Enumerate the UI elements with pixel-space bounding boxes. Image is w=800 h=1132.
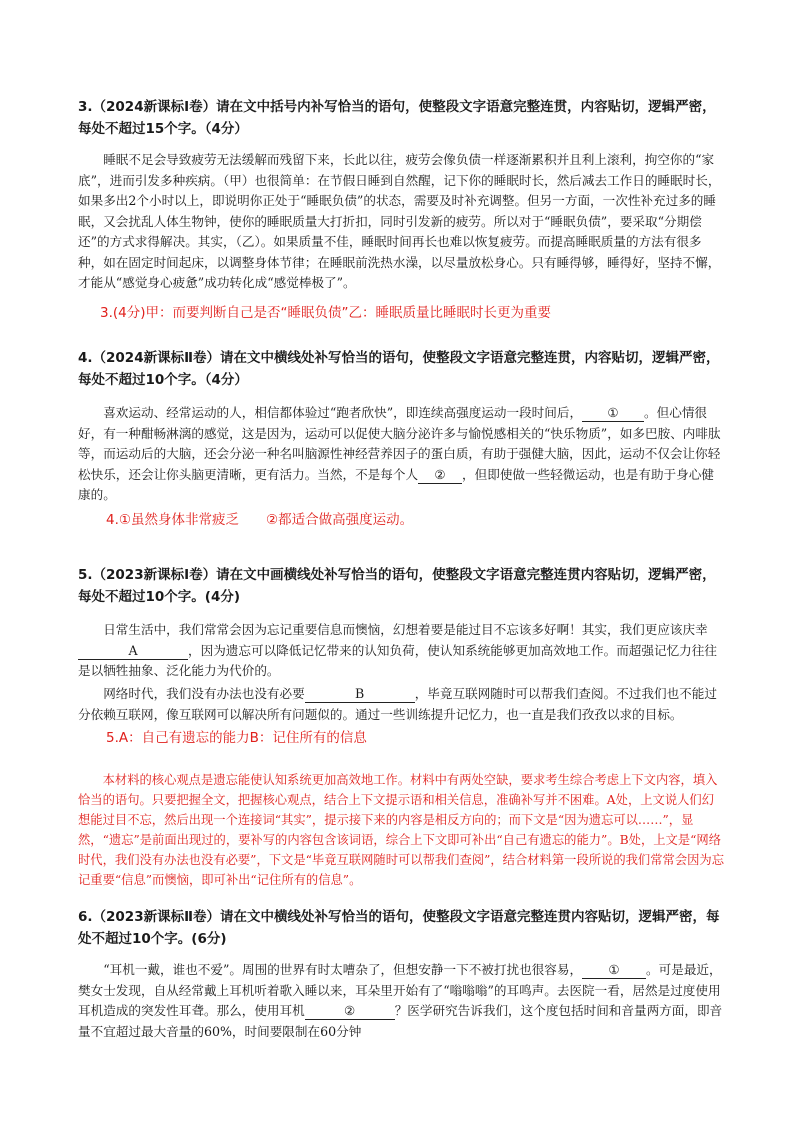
q6-passage-part-a: “耳机一戴，谁也不爱”。周围的世界有时太嘈杂了，但想安静一下不被打扰也很容易， [103,962,583,977]
q5-blank-b: B [305,686,415,703]
question-5-answer [106,728,752,748]
question-5-prompt: 5.（2023新课标Ⅰ卷）请在文中画横线处补写恰当的语句，使整段文字语意完整连贯内容贴切，逻辑严密，每处不超过10个字。(4分) [78,567,716,605]
question-4-passage [78,403,724,506]
q6-passage-part-b: 。可是最近，樊女士发现，自从经常戴上耳机听着歌入睡以来，耳朵里开始有了“嗡嗡嗡”的耳鸣声。去医院一看，居然是过度使用耳机造成的突发性耳聋。那么，使用耳机 [78,962,722,1018]
q5-para1-part-a: 日常生活中，我们常常会因为忘记重要信息而懊恼，幻想着要是能过目不忘该多好啊！其实，我们更应该庆幸 [103,622,708,637]
question-3-prompt: 3.（2024新课标Ⅰ卷）请在文中括号内补写恰当的语句，使整段文字语意完整连贯，内容贴切，逻辑严密，每处不超过15个字。（4分） [78,99,716,137]
question-3-passage-text: 睡眠不足会导致疲劳无法缓解而残留下来，长此以往，疲劳会像负债一样逐渐累积并且利上滚利，拘空你的“家底”，进而引发多种疾病。（甲）也很简单：在节假日睡到自然醒，记下你的睡眠时长，然后减去工作日的睡眠时长，如果多出2个小时以上，即说明你正处于“睡眠负债”的状态，需要及时补充调整。但另一方面，一次性补充过多的睡眠，又会扰乱人体生物钟，使你的睡眠质量大打折扣，同时引发新的疲劳。所以对于“睡眠负债”，要采取“分期偿还”的方式求得解决。其实，（乙）。如果质量不佳，睡眠时间再长也难以恢复疲劳。而提高睡眠质量的方法有很多种，如在固定时间起床，以调整身体节律；在睡眠前洗热水澡，以尽量放松身心。只有睡得够，睡得好，坚持不懈，才能从“感觉身心疲惫”成功转化成“感觉棒极了”。 [78,152,721,290]
question-4-prompt: 4.（2024新课标Ⅱ卷）请在文中横线处补写恰当的语句，使整段文字语意完整连贯，内容贴切，逻辑严密，每处不超过10个字。（4分） [78,350,720,388]
question-3 [78,96,724,140]
q4-blank-1: ① [582,405,644,422]
question-5-paragraph-1 [78,620,724,682]
q4-passage-part-b: 。但心情很好，有一种酣畅淋漓的感觉，这是因为，运动可以促使大脑分泌许多与愉悦感相关的“快乐物质”，如多巴胺、内啡肽等，而运动后的大脑，还会分泌一种名叫脑源性神经营养因子的蛋白质，有助于强健大脑，因此，运动不仅会让你轻松快乐，还会让你头脑更清晰，更有活力。当然，不是每个人 [78,405,721,482]
question-6-passage [78,960,724,1042]
question-4 [78,347,724,391]
q6-blank-1: ① [582,962,646,979]
q6-blank-2: ② [305,1003,395,1020]
question-5 [78,564,724,608]
question-3-answer-text: 3.(4分)甲：而要判断自己是否“睡眠负债”乙：睡眠质量比睡眠时长更为重要 [100,305,551,321]
question-4-answer [106,510,752,530]
q4-passage-part-a: 喜欢运动、经常运动的人，相信都体验过“跑者欣快”，即连续高强度运动一段时间后， [103,405,583,420]
question-6-passage-text [78,960,724,1042]
question-5-paragraph-2-text [78,684,724,725]
q5-para2-part-a: 网络时代，我们没有办法也没有必要 [103,686,305,701]
q5-para1-part-b: ，因为遗忘可以降低记忆带来的认知负荷，使认知系统能够更加高效地工作。而超强记忆力往往是以牺牲抽象、泛化能力为代价的。 [78,642,717,678]
question-6 [78,906,724,950]
q4-passage-part-c: ，但即使做一些轻微运动，也是有助于身心健康的。 [78,466,714,502]
question-5-paragraph-2 [78,684,724,725]
question-5-analysis [78,770,724,890]
question-5-paragraph-1-text [78,620,724,682]
q5-para2-part-b: ，毕竟互联网随时可以帮我们查阅。不过我们也不能过分依赖互联网，像互联网可以解决所有问题似的。通过一些训练提升记忆力，也一直是我们孜孜以求的目标。 [78,686,717,722]
question-5-analysis-text: 本材料的核心观点是遗忘能使认知系统更加高效地工作。材料中有两处空缺，要求考生综合考虑上下文内容，填入恰当的语句。只要把握全文，把握核心观点，结合上下文提示语和相关信息，准确补写并不困难。A处，上文说人们幻想能过目不忘，然后出现一个连接词“其实”，提示接下来的内容是相反方向的；而下文是“因为遗忘可以……”，显然，“遗忘”是前面出现过的，要补写的内容包含该词语，综合上下文即可补出“自己有遗忘的能力”。B处，上文是“网络时代，我们没有办法也没有必要”，下文是“毕竟互联网随时可以帮我们查阅”，结合材料第一段所说的我们常常会因为忘记重要“信息”而懊恼，即可补出“记住所有的信息”。 [78,773,725,887]
q4-blank-2: ② [418,467,462,484]
question-4-answer-text: 4.①虽然身体非常疲乏 ②都适合做高强度运动。 [106,512,414,528]
question-3-passage [78,150,724,294]
question-4-passage-text [78,403,724,506]
question-3-answer [100,303,746,323]
question-6-prompt: 6.（2023新课标Ⅱ卷）请在文中横线处补写恰当的语句，使整段文字语意完整连贯内容贴切，逻辑严密，每处不超过10个字。(6分) [78,909,720,947]
q6-passage-part-c: ？医学研究告诉我们，这个度包括时间和音量两方面，即音量不宜超过最大音量的60%，时间要限制在60分钟 [78,1003,723,1039]
question-5-answer-text: 5.A：自己有遗忘的能力B：记住所有的信息 [106,730,367,746]
q5-blank-a: A [78,643,188,660]
